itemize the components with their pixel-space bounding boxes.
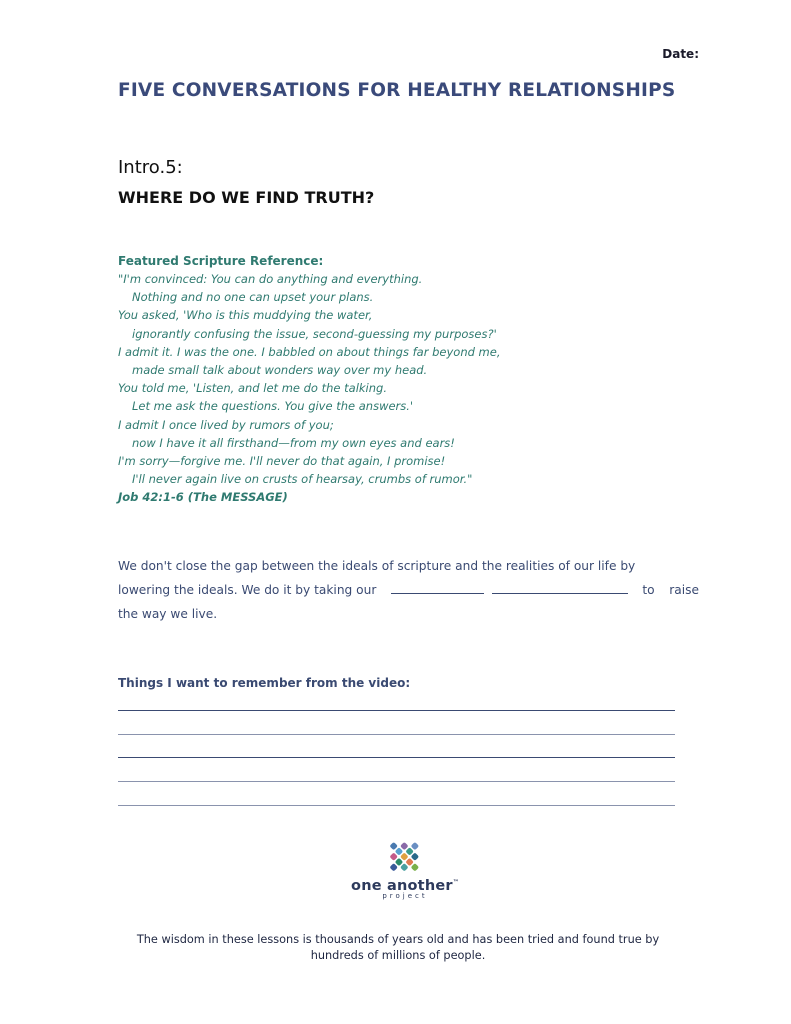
scripture-line: You told me, 'Listen, and let me do the talking.	[118, 381, 387, 396]
scripture-reference: Job 42:1-6 (The MESSAGE)	[118, 490, 288, 505]
paragraph-line: We don't close the gap between the ideals of scripture and the realities of our life by	[118, 559, 636, 573]
date-label: Date:	[662, 47, 699, 61]
note-line	[118, 734, 675, 735]
footer-text	[118, 932, 678, 964]
note-line	[118, 781, 675, 782]
paragraph-line: the way we live.	[118, 607, 218, 621]
logo-name: one another™	[351, 878, 459, 894]
lesson-number: Intro.5:	[118, 157, 183, 178]
scripture-line: I'm sorry—forgive me. I'll never do that again, I promise!	[118, 454, 446, 469]
page-title: FIVE CONVERSATIONS FOR HEALTHY RELATIONSHIPS	[118, 80, 676, 101]
blank-line	[391, 581, 484, 594]
scripture-line: "I'm convinced: You can do anything and everything.	[118, 272, 423, 286]
logo-subtitle: project	[382, 892, 428, 900]
scripture-line: Let me ask the questions. You give the answers.'	[132, 399, 414, 414]
note-line	[118, 710, 675, 711]
logo-mark-icon	[385, 836, 425, 876]
footer-line: The wisdom in these lessons is thousands of years old and has been tried and found true by	[136, 933, 660, 946]
scripture-line: ignorantly confusing the issue, second-guessing my purposes?'	[132, 326, 497, 341]
scripture-lines	[118, 270, 678, 488]
scripture-line: I admit I once lived by rumors of you;	[118, 417, 334, 432]
logo	[350, 836, 460, 900]
note-line	[118, 757, 675, 758]
paragraph-text: raise	[669, 583, 699, 597]
paragraph-text: to	[642, 583, 655, 597]
scripture-line: Nothing and no one can upset your plans.	[132, 290, 374, 305]
blank-line	[492, 581, 628, 594]
scripture-block	[118, 254, 678, 506]
scripture-line: You asked, 'Who is this muddying the water,	[118, 308, 373, 323]
scripture-line: I'll never again live on crusts of hearsay, crumbs of rumor."	[132, 472, 473, 487]
scripture-line: made small talk about wonders way over my head.	[132, 363, 428, 378]
paragraph-text: lowering the ideals. We do it by taking our	[118, 583, 377, 597]
paragraph-line	[118, 578, 699, 602]
notes-heading: Things I want to remember from the video:	[118, 676, 411, 690]
fill-in-blanks	[391, 578, 628, 602]
scripture-line: I admit it. I was the one. I babbled on about things far beyond me,	[118, 344, 501, 359]
scripture-label: Featured Scripture Reference:	[118, 254, 324, 268]
lesson-question: WHERE DO WE FIND TRUTH?	[118, 188, 375, 207]
fill-in-paragraph	[118, 554, 699, 626]
scripture-line: now I have it all firsthand—from my own eyes and ears!	[132, 435, 455, 450]
note-line	[118, 805, 675, 806]
footer-line: hundreds of millions of people.	[310, 949, 486, 962]
